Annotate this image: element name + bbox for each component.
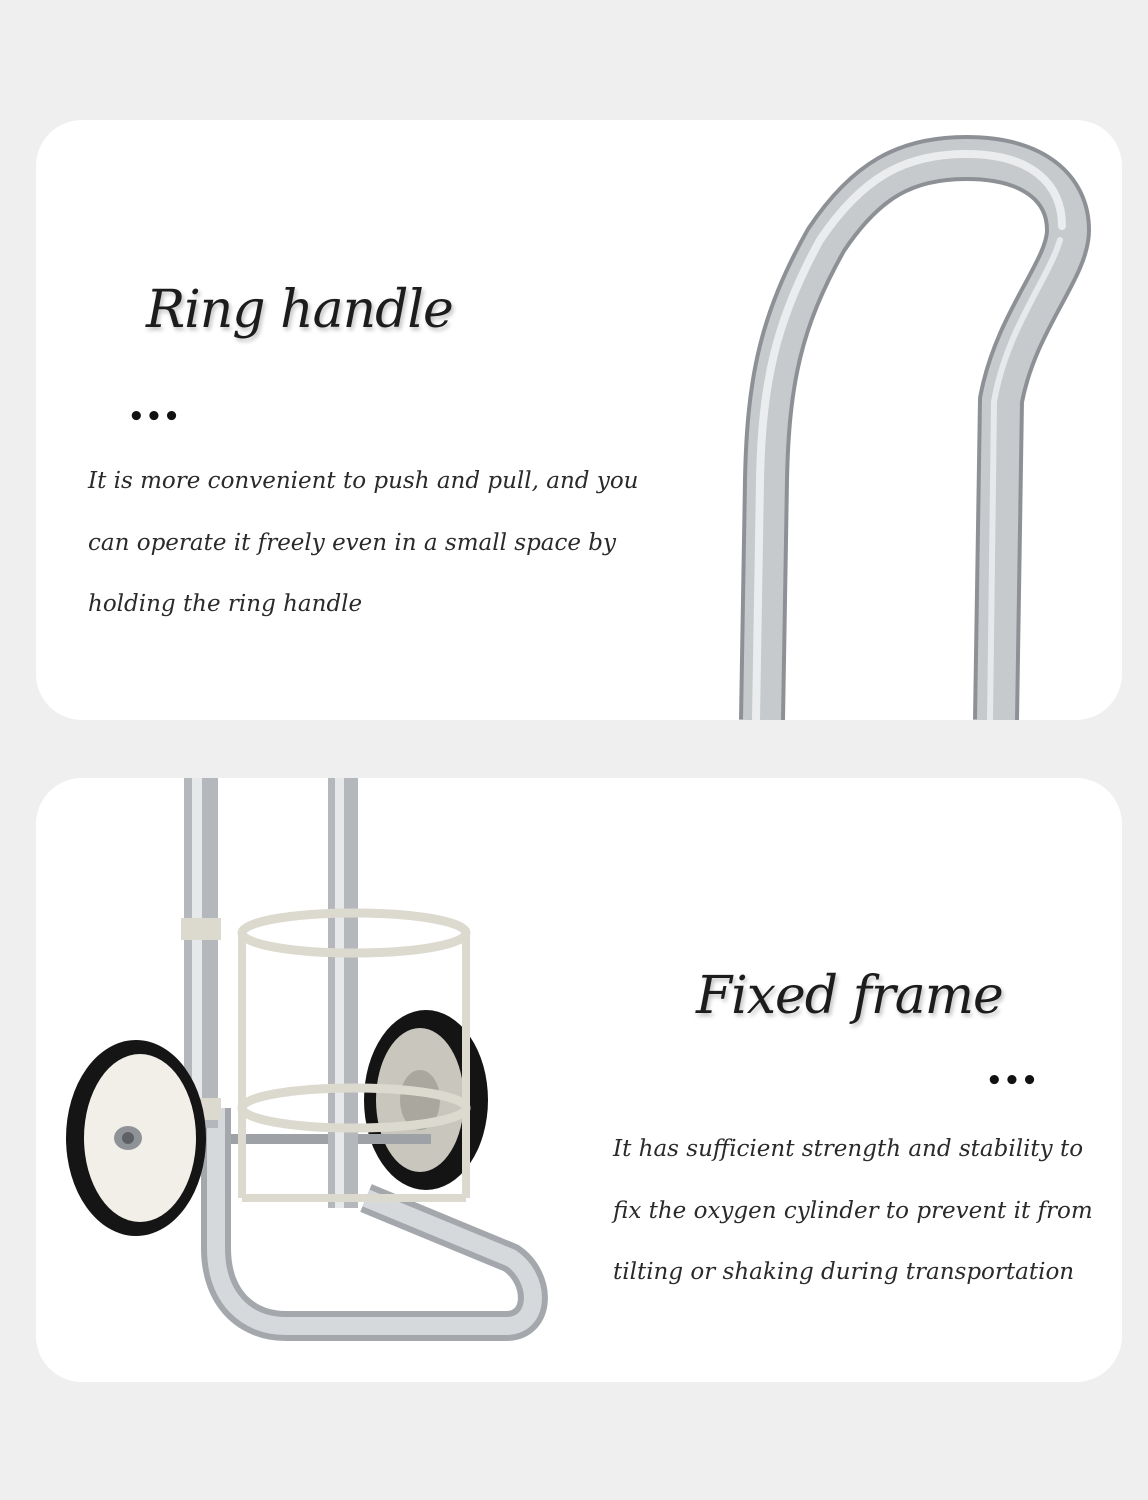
cylinder-cart-illustration — [36, 778, 576, 1382]
fixed-frame-panel — [36, 778, 1122, 1382]
section-description: It has sufficient strength and stability to fix the oxygen cylinder to prevent it from tilting or shaking during transportation — [613, 1136, 1093, 1285]
section-description: It is more convenient to push and pull, and you can operate it freely even in a small space by holding the ring handle — [88, 468, 639, 617]
ellipsis-dots-icon: ••• — [986, 1066, 1039, 1096]
section-title: Ring handle — [146, 280, 453, 340]
section-title: Fixed frame — [696, 966, 1003, 1026]
ring-handle-illustration — [676, 120, 1122, 720]
ellipsis-dots-icon: ••• — [128, 402, 181, 432]
ring-handle-panel — [36, 120, 1122, 720]
